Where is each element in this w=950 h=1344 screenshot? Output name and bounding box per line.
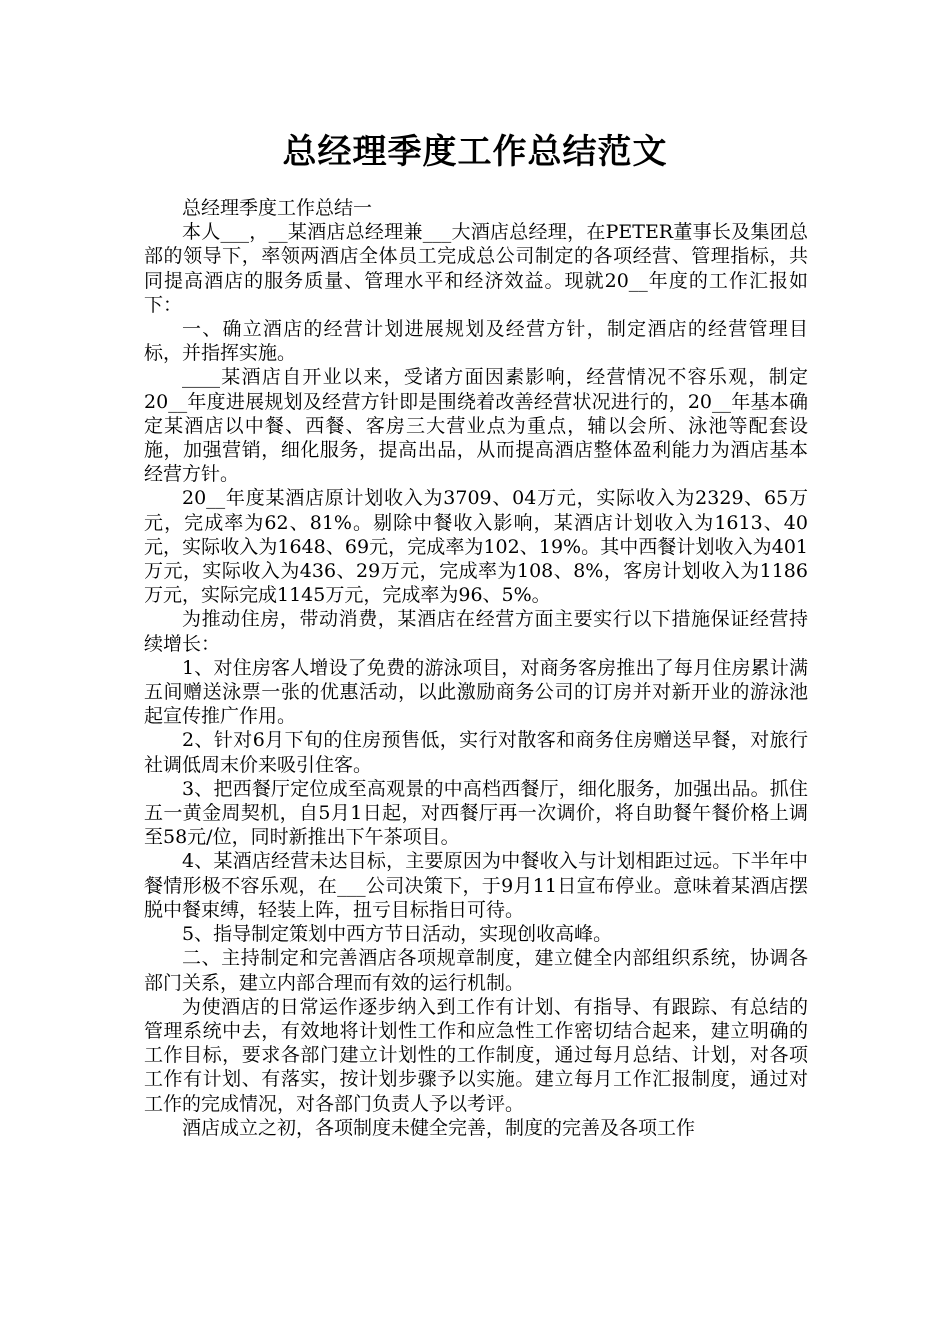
paragraph: 一、确立酒店的经营计划进展规划及经营方针，制定酒店的经营管理目标，并指挥实施。	[144, 318, 808, 365]
paragraph: ____某酒店自开业以来，受诸方面因素影响，经营情况不容乐观，制定20__年度进展规划及经营方针即是围绕着改善经营状况进行的，20__年基本确定某酒店以中餐、西餐、客房三大营业点为重点，辅以会所、泳池等配套设施，加强营销，细化服务，提高出品，从而提高酒店整体盈利能力为酒店基本经营方针。	[144, 366, 808, 486]
paragraph: 本人___，__某酒店总经理兼___大酒店总经理，在PETER董事长及集团总部的领导下，率领两酒店全体员工完成总公司制定的各项经营、管理指标，共同提高酒店的服务质量、管理水平和经济效益。现就20__年度的工作汇报如下：	[144, 221, 808, 316]
paragraph: 总经理季度工作总结一	[182, 197, 373, 219]
paragraph: 二、主持制定和完善酒店各项规章制度，建立健全内部组织系统，协调各部门关系，建立内部合理而有效的运行机制。	[144, 947, 808, 994]
document-title: 总经理季度工作总结范文	[282, 132, 668, 172]
paragraph: 3、把西餐厅定位成至高观景的中高档西餐厅，细化服务，加强出品。抓住五一黄金周契机，自5月1日起，对西餐厅再一次调价，将自助餐午餐价格上调至58元/位，同时新推出下午茶项目。	[144, 777, 808, 849]
paragraph: 为使酒店的日常运作逐步纳入到工作有计划、有指导、有跟踪、有总结的管理系统中去，有效地将计划性工作和应急性工作密切结合起来，建立明确的工作目标，要求各部门建立计划性的工作制度，通过每月总结、计划，对各项工作有计划、有落实，按计划步骤予以实施。建立每月工作汇报制度，通过对工作的完成情况，对各部门负责人予以考评。	[144, 995, 808, 1115]
paragraph: 酒店成立之初，各项制度未健全完善，制度的完善及各项工作	[182, 1116, 696, 1139]
paragraph: 为推动住房，带动消费，某酒店在经营方面主要实行以下措施保证经营持续增长：	[144, 608, 808, 655]
document-body	[144, 196, 808, 1140]
paragraph: 2、针对6月下旬的住房预售低，实行对散客和商务住房赠送早餐，对旅行社调低周末价来吸引住客。	[144, 729, 808, 776]
paragraph: 1、对住房客人增设了免费的游泳项目，对商务客房推出了每月住房累计满五间赠送泳票一张的优惠活动，以此激励商务公司的订房并对新开业的游泳池起宣传推广作用。	[144, 656, 808, 728]
paragraph: 20__年度某酒店原计划收入为3709、04万元，实际收入为2329、65万元，完成率为62、81%。剔除中餐收入影响，某酒店计划收入为1613、40元，实际收入为1648、69元，完成率为102、19%。其中西餐计划收入为401万元，实际收入为436、29万元，完成率为108、8%，客房计划收入为1186万元，实际完成1145万元，完成率为96、5%。	[144, 487, 808, 607]
paragraph: 5、指导制定策划中西方节日活动，实现创收高峰。	[182, 923, 613, 946]
paragraph: 4、某酒店经营未达目标，主要原因为中餐收入与计划相距过远。下半年中餐情形极不容乐观，在___公司决策下，于9月11日宣布停业。意味着某酒店摆脱中餐束缚，轻装上阵，扭亏目标指日可待。	[144, 850, 808, 921]
